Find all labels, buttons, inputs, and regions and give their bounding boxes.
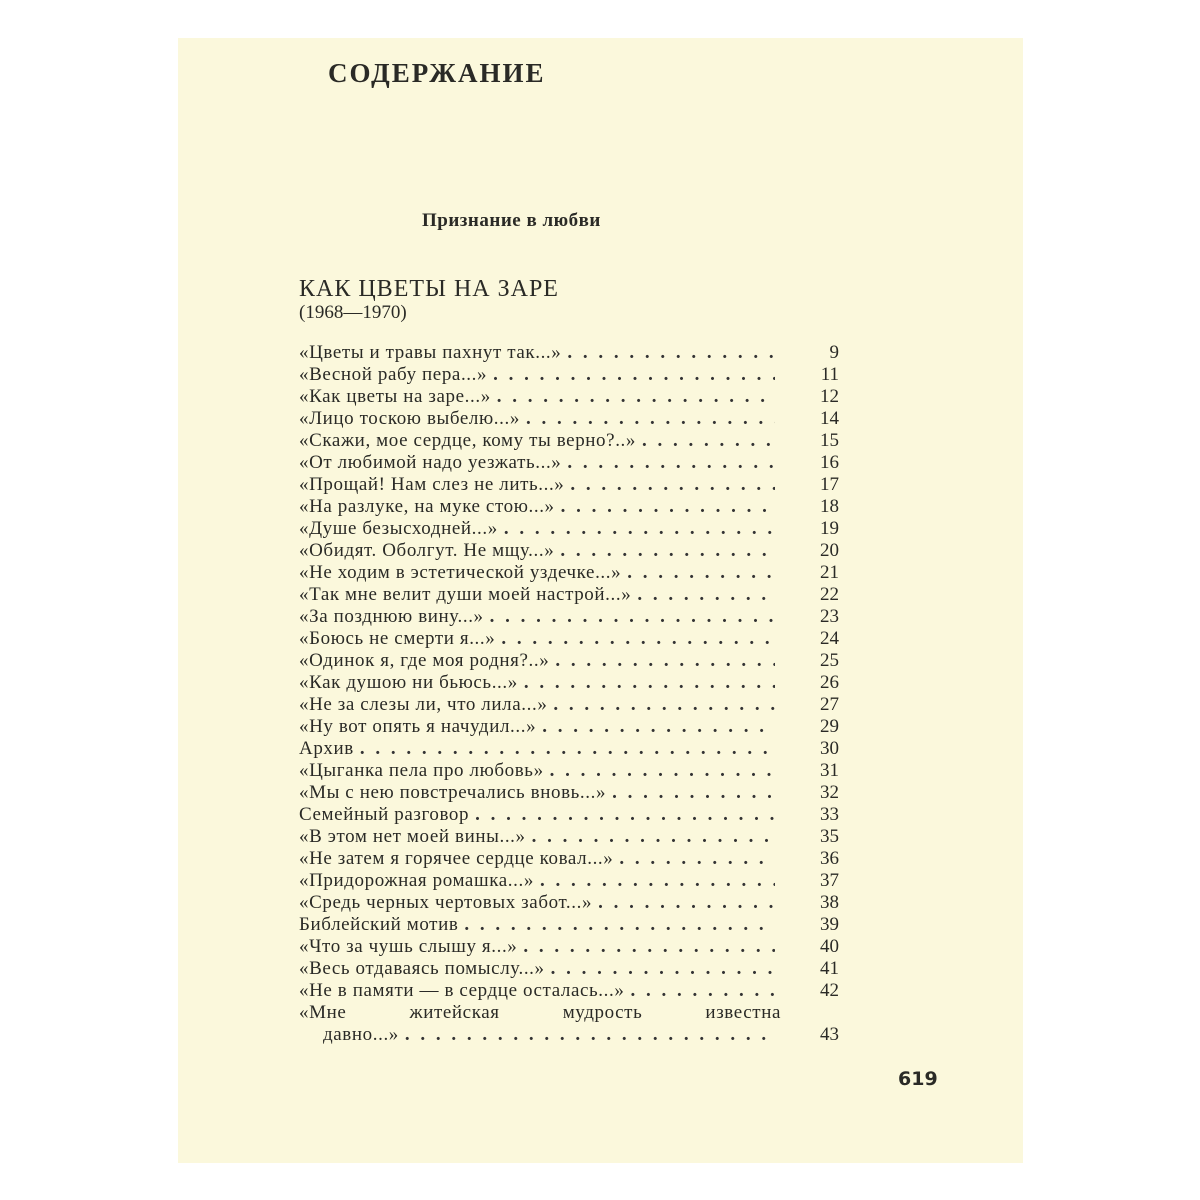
dot-leader: [542, 716, 775, 738]
entry-page-number: 21: [820, 562, 839, 583]
toc-entry: [299, 562, 839, 584]
entry-title: «Весной рабу пера...»: [299, 364, 488, 385]
entry-page-number: 26: [820, 672, 839, 693]
dot-leader: [637, 584, 775, 606]
entry-title: «Прощай! Нам слез не лить...»: [299, 474, 565, 495]
dot-leader: [627, 562, 775, 584]
entry-page-number: 36: [820, 848, 839, 869]
toc-entry: [299, 672, 839, 694]
entry-title: «Душе безысходней...»: [299, 518, 498, 539]
entry-title: «Одинок я, где моя родня?..»: [299, 650, 550, 671]
dot-leader: [598, 892, 775, 914]
toc-entry: [299, 518, 839, 540]
entry-title: «Весь отдаваясь помыслу...»: [299, 958, 545, 979]
toc-entry: [299, 848, 839, 870]
entry-title: «Как цветы на заре...»: [299, 386, 491, 407]
dot-leader: [555, 650, 775, 672]
toc-entry: [299, 958, 839, 980]
entry-page-number: 30: [820, 738, 839, 759]
toc-entry: [299, 738, 839, 760]
entry-page-number: 9: [829, 342, 839, 363]
toc-entry: [299, 1002, 839, 1024]
dot-leader: [405, 1024, 775, 1046]
toc-entry: [299, 782, 839, 804]
entry-title-word: известна: [705, 1002, 781, 1023]
entry-page-number: 38: [820, 892, 839, 913]
entry-title: Семейный разговор: [299, 804, 470, 825]
entry-page-number: 20: [820, 540, 839, 561]
entry-page-number: 14: [820, 408, 839, 429]
entry-page-number: 42: [820, 980, 839, 1001]
part-title: Признание в любви: [422, 210, 601, 231]
dot-leader: [497, 386, 775, 408]
toc-entry: [299, 364, 839, 386]
dot-leader: [540, 870, 775, 892]
toc-entry: [299, 650, 839, 672]
entry-title: «Обидят. Оболгут. Не мщу...»: [299, 540, 555, 561]
entry-page-number: 37: [820, 870, 839, 891]
entry-title: «Средь черных чертовых забот...»: [299, 892, 593, 913]
entry-page-number: 25: [820, 650, 839, 671]
entry-page-number: 17: [820, 474, 839, 495]
entry-page-number: 40: [820, 936, 839, 957]
toc-entry: [299, 1024, 839, 1046]
entry-title: Библейский мотив: [299, 914, 459, 935]
toc-entry: [299, 496, 839, 518]
entry-page-number: 18: [820, 496, 839, 517]
dot-leader: [532, 826, 775, 848]
dot-leader: [560, 540, 775, 562]
toc-entry: [299, 694, 839, 716]
toc-entry: [299, 870, 839, 892]
dot-leader: [490, 606, 775, 628]
toc-entry: [299, 628, 839, 650]
entry-page-number: 22: [820, 584, 839, 605]
dot-leader: [493, 364, 775, 386]
page-number: 619: [898, 1068, 938, 1090]
entry-title: «Не затем я горячее сердце ковал...»: [299, 848, 614, 869]
dot-leader: [551, 958, 775, 980]
toc-entry: [299, 342, 839, 364]
contents-heading: СОДЕРЖАНИЕ: [328, 58, 546, 88]
entry-title: «Скажи, мое сердце, кому ты верно?..»: [299, 430, 636, 451]
dot-leader: [464, 914, 775, 936]
entry-title: «Как душою ни бьюсь...»: [299, 672, 518, 693]
toc-entry: [299, 540, 839, 562]
entry-title: «За позднюю вину...»: [299, 606, 484, 627]
table-of-contents: [299, 342, 839, 1046]
entry-title: «Боюсь не смерти я...»: [299, 628, 496, 649]
dot-leader: [501, 628, 775, 650]
dot-leader: [567, 342, 775, 364]
toc-entry: [299, 980, 839, 1002]
entry-title: «Цветы и травы пахнут так...»: [299, 342, 562, 363]
toc-entry: [299, 474, 839, 496]
entry-title: «Что за чушь слышу я...»: [299, 936, 518, 957]
toc-entry: [299, 760, 839, 782]
toc-entry: [299, 386, 839, 408]
entry-page-number: 16: [820, 452, 839, 473]
entry-title-word: «Мне: [299, 1002, 347, 1023]
toc-entry: [299, 452, 839, 474]
entry-page-number: 35: [820, 826, 839, 847]
dot-leader: [524, 672, 775, 694]
entry-title: «Не в памяти — в сердце осталась...»: [299, 980, 625, 1001]
entry-page-number: 31: [820, 760, 839, 781]
entry-title: «Не за слезы ли, что лила...»: [299, 694, 548, 715]
dot-leader: [567, 452, 775, 474]
toc-entry: [299, 914, 839, 936]
entry-page-number: 12: [820, 386, 839, 407]
entry-title: «На разлуке, на муке стою...»: [299, 496, 555, 517]
entry-title: «Ну вот опять я начудил...»: [299, 716, 537, 737]
entry-page-number: 41: [820, 958, 839, 979]
section-years: (1968—1970): [299, 302, 407, 323]
toc-entry: [299, 936, 839, 958]
dot-leader: [619, 848, 775, 870]
toc-entry: [299, 716, 839, 738]
entry-title: [299, 1002, 781, 1024]
entry-page-number: 11: [820, 364, 839, 385]
entry-page-number: 43: [820, 1024, 839, 1045]
toc-entry: [299, 826, 839, 848]
dot-leader: [630, 980, 775, 1002]
entry-page-number: 23: [820, 606, 839, 627]
dot-leader: [612, 782, 775, 804]
dot-leader: [475, 804, 775, 826]
dot-leader: [550, 760, 775, 782]
entry-title: «Не ходим в эстетической уздечке...»: [299, 562, 622, 583]
dot-leader: [561, 496, 775, 518]
dot-leader: [523, 936, 775, 958]
entry-page-number: 24: [820, 628, 839, 649]
entry-page-number: 27: [820, 694, 839, 715]
entry-title: «Так мне велит души моей настрой...»: [299, 584, 632, 605]
toc-entry: [299, 892, 839, 914]
entry-title: Архив: [299, 738, 354, 759]
dot-leader: [360, 738, 775, 760]
dot-leader: [553, 694, 775, 716]
toc-entry: [299, 408, 839, 430]
entry-title: давно...»: [323, 1024, 399, 1045]
dot-leader: [526, 408, 775, 430]
entry-title-word: житейская: [409, 1002, 500, 1023]
entry-title: «В этом нет моей вины...»: [299, 826, 526, 847]
entry-page-number: 39: [820, 914, 839, 935]
entry-page-number: 19: [820, 518, 839, 539]
entry-page-number: 33: [820, 804, 839, 825]
dot-leader: [570, 474, 775, 496]
entry-title-word: мудрость: [562, 1002, 643, 1023]
toc-entry: [299, 584, 839, 606]
toc-entry: [299, 430, 839, 452]
entry-title: «Лицо тоскою выбелю...»: [299, 408, 520, 429]
book-page: [178, 38, 1023, 1163]
dot-leader: [642, 430, 775, 452]
entry-page-number: 15: [820, 430, 839, 451]
entry-title: «Мы с нею повстречались вновь...»: [299, 782, 607, 803]
section-title: КАК ЦВЕТЫ НА ЗАРЕ: [299, 276, 559, 302]
entry-page-number: 29: [820, 716, 839, 737]
entry-title: «От любимой надо уезжать...»: [299, 452, 562, 473]
entry-title: «Придорожная ромашка...»: [299, 870, 534, 891]
entry-title: «Цыганка пела про любовь»: [299, 760, 544, 781]
entry-page-number: 32: [820, 782, 839, 803]
toc-entry: [299, 804, 839, 826]
toc-entry: [299, 606, 839, 628]
dot-leader: [504, 518, 775, 540]
